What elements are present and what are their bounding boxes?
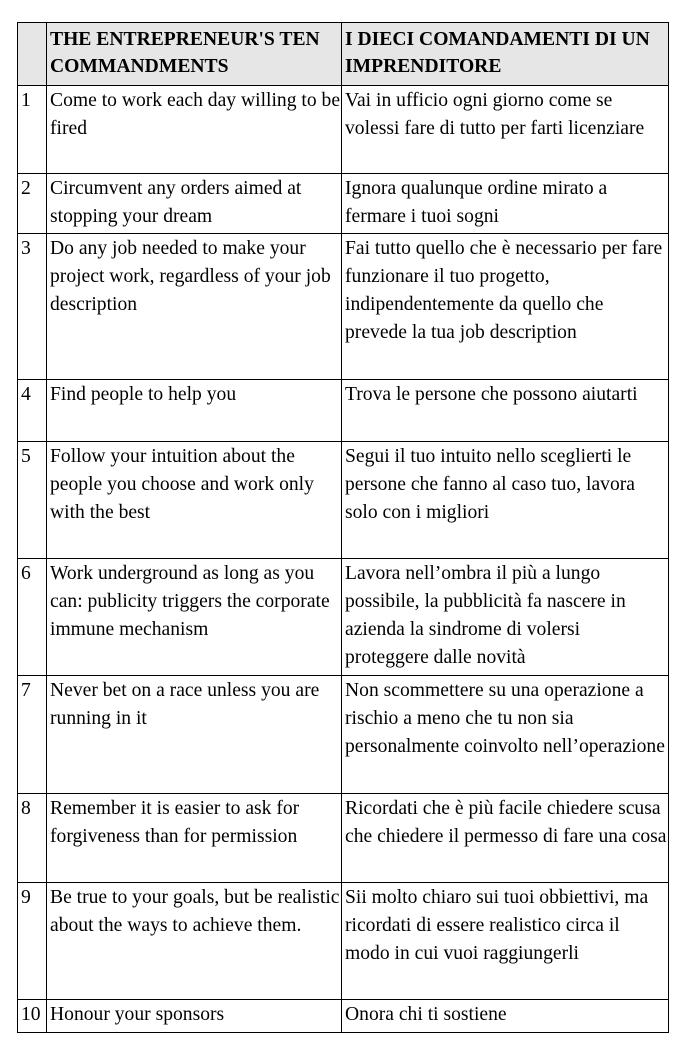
english-commandment: Find people to help you — [47, 380, 342, 442]
italian-commandment: Lavora nell’ombra il più a lungo possibile, la pubblicità fa nascere in azienda la sindrome di volersi proteggere dalle novità — [342, 559, 669, 676]
italian-commandment: Non scommettere su una operazione a rischio a meno che tu non sia personalmente coinvolto nell’operazione — [342, 676, 669, 794]
row-number: 10 — [18, 1000, 47, 1033]
row-number: 4 — [18, 380, 47, 442]
table-row — [18, 174, 669, 234]
table-row — [18, 883, 669, 1000]
italian-commandment: Trova le persone che possono aiutarti — [342, 380, 669, 442]
italian-commandment: Ricordati che è più facile chiedere scusa che chiedere il permesso di fare una cosa — [342, 794, 669, 883]
table-row — [18, 794, 669, 883]
table-row — [18, 86, 669, 174]
row-number: 3 — [18, 234, 47, 380]
header-english-title: THE ENTREPRENEUR'S TEN COMMANDMENTS — [47, 23, 342, 86]
table-row — [18, 234, 669, 380]
english-commandment: Follow your intuition about the people you choose and work only with the best — [47, 442, 342, 559]
table-header — [18, 23, 669, 86]
italian-commandment: Fai tutto quello che è necessario per fare funzionare il tuo progetto, indipendentemente da quello che prevede la tua job description — [342, 234, 669, 380]
header-row — [18, 23, 669, 86]
italian-commandment: Sii molto chiaro sui tuoi obbiettivi, ma ricordati di essere realistico circa il modo in cui vuoi raggiungerli — [342, 883, 669, 1000]
row-number: 8 — [18, 794, 47, 883]
italian-commandment: Segui il tuo intuito nello sceglierti le persone che fanno al caso tuo, lavora solo con i migliori — [342, 442, 669, 559]
table-row — [18, 380, 669, 442]
italian-commandment: Onora chi ti sostiene — [342, 1000, 669, 1033]
table-row — [18, 1000, 669, 1033]
italian-commandment: Ignora qualunque ordine mirato a fermare i tuoi sogni — [342, 174, 669, 234]
table-row — [18, 442, 669, 559]
row-number: 9 — [18, 883, 47, 1000]
italian-commandment: Vai in ufficio ogni giorno come se volessi fare di tutto per farti licenziare — [342, 86, 669, 174]
table-body — [18, 86, 669, 1033]
table-row — [18, 559, 669, 676]
english-commandment: Honour your sponsors — [47, 1000, 342, 1033]
english-commandment: Circumvent any orders aimed at stopping your dream — [47, 174, 342, 234]
table-row — [18, 676, 669, 794]
row-number: 2 — [18, 174, 47, 234]
row-number: 6 — [18, 559, 47, 676]
english-commandment: Work underground as long as you can: publicity triggers the corporate immune mechanism — [47, 559, 342, 676]
english-commandment: Come to work each day willing to be fired — [47, 86, 342, 174]
english-commandment: Never bet on a race unless you are running in it — [47, 676, 342, 794]
english-commandment: Do any job needed to make your project work, regardless of your job description — [47, 234, 342, 380]
row-number: 1 — [18, 86, 47, 174]
header-number-cell — [18, 23, 47, 86]
row-number: 7 — [18, 676, 47, 794]
header-italian-title: I DIECI COMANDAMENTI DI UN IMPRENDITORE — [342, 23, 669, 86]
commandments-table — [17, 22, 669, 1033]
row-number: 5 — [18, 442, 47, 559]
english-commandment: Remember it is easier to ask for forgiveness than for permission — [47, 794, 342, 883]
english-commandment: Be true to your goals, but be realistic about the ways to achieve them. — [47, 883, 342, 1000]
